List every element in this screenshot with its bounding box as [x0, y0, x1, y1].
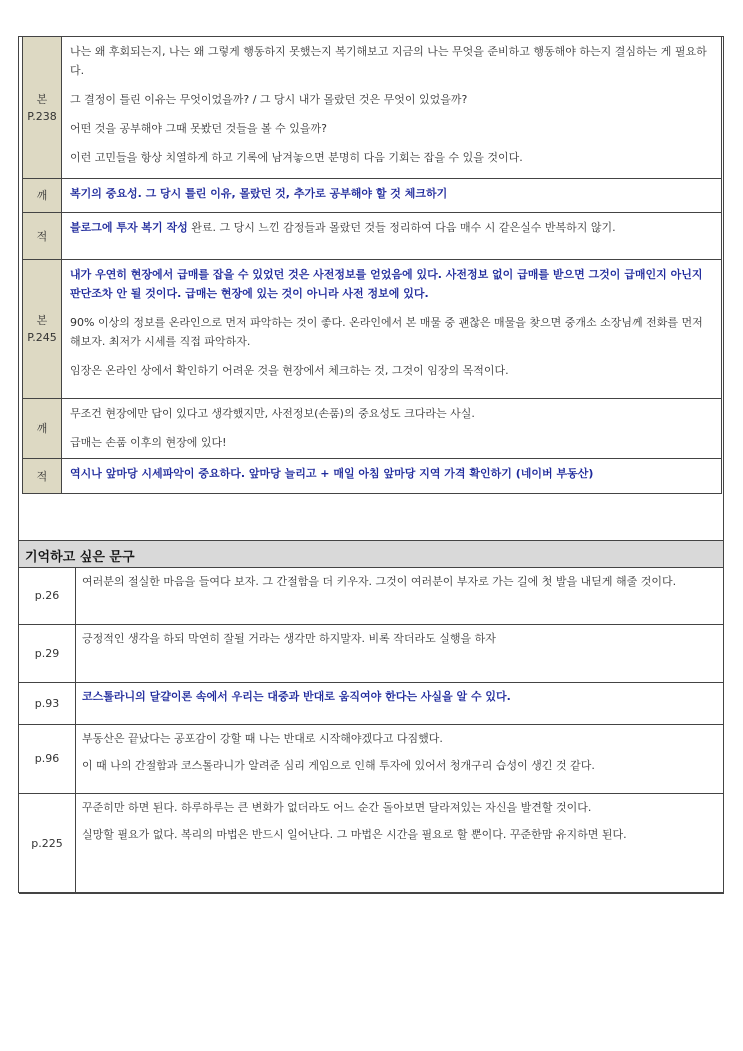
quote-text [76, 624, 725, 682]
paragraph: 꾸준히만 하면 된다. 하루하루는 큰 변화가 없더라도 어느 순간 돌아보면 달라져있는 자신을 발견할 것이다. [82, 800, 592, 814]
row-content [62, 179, 722, 213]
reflection-row [23, 399, 722, 459]
reflection-table [22, 36, 722, 494]
quotes-table [19, 568, 724, 894]
paragraph: 무조건 현장에만 답이 있다고 생각했지만, 사전정보(손품)의 중요성도 크다라는 사실. [70, 407, 475, 420]
row-content [62, 399, 722, 459]
paragraph: 긍정적인 생각을 하되 막연히 잘될 거라는 생각만 하지말자. 비록 작더라도 실행을 하자 [82, 631, 496, 645]
paragraph: 임장은 온라인 상에서 확인하기 어려운 것을 현장에서 체크하는 것, 그것이 임장의 목적이다. [70, 364, 509, 377]
label-text: P.245 [27, 331, 57, 344]
label-text: 적 [36, 469, 48, 483]
quote-row [19, 624, 724, 682]
label-text: 깨 [36, 422, 48, 435]
reflection-row [23, 459, 722, 494]
paragraph: 나는 왜 후회되는지, 나는 왜 그렇게 행동하지 못했는지 복기해보고 지금의 나는 무엇을 준비하고 행동해야 하는지 결심하는 게 필요하다. [70, 45, 707, 77]
quote-text [76, 568, 725, 624]
row-content [62, 213, 722, 260]
paragraph: 부동산은 끝났다는 공포감이 강할 때 나는 반대로 시작해야겠다고 다짐했다. [82, 731, 443, 745]
paragraph: 그 결정이 틀린 이유는 무엇이었을까? / 그 당시 내가 몰랐던 것은 무엇이 있었을까? [70, 93, 468, 106]
quote-row [19, 793, 724, 893]
row-content [62, 260, 722, 399]
paragraph: 복기의 중요성. 그 당시 틀린 이유, 몰랐던 것, 추가로 공부해야 할 것 체크하기 [70, 187, 448, 200]
paragraph: 급매는 손품 이후의 현장에 있다! [70, 436, 227, 449]
row-label [23, 37, 62, 179]
paragraph: 내가 우연히 현장에서 급매를 잡을 수 있었던 것은 사전정보를 얻었음에 있다. 사전정보 없이 급매를 받으면 그것이 급매인지 아닌지 판단조차 안 될 것이다. 급매는 현장에 있는 것이 아니라 사전 정보에 있다. [70, 268, 703, 300]
page-number: p.96 [19, 724, 76, 793]
reflection-row [23, 260, 722, 399]
label-text: 적 [36, 229, 48, 243]
label-text: 본 [36, 92, 48, 106]
page-number: p.26 [19, 568, 76, 624]
quote-row [19, 568, 724, 624]
label-text: 깨 [36, 189, 48, 202]
paragraph: 실망할 필요가 없다. 복리의 마법은 반드시 일어난다. 그 마법은 시간을 필요로 할 뿐이다. 꾸준한맘 유지하면 된다. [82, 827, 627, 841]
quote-text [76, 682, 725, 724]
quotes-section-title: 기억하고 싶은 문구 [19, 540, 723, 568]
row-label [23, 399, 62, 459]
label-text: P.238 [27, 109, 57, 123]
paragraph: 여러분의 절실한 마음을 들여다 보자. 그 간절함을 더 키우자. 그것이 여러분이 부자로 가는 길에 첫 발을 내딛게 해줄 것이다. [82, 575, 677, 588]
page-number: p.93 [19, 682, 76, 724]
quote-row [19, 724, 724, 793]
paragraph: 역시나 앞마당 시세파악이 중요하다. 앞마당 늘리고 + 매일 아침 앞마당 지역 가격 확인하기 (네이버 부동산) [70, 467, 594, 480]
reflection-row [23, 37, 722, 179]
row-content [62, 37, 722, 179]
quote-text [76, 793, 725, 893]
label-text: 본 [36, 314, 48, 327]
reflection-row [23, 213, 722, 260]
quote-text [76, 724, 725, 793]
paragraph: 이 때 나의 간절함과 코스톨라니가 알려준 심리 게임으로 인해 투자에 있어서 청개구리 습성이 생긴 것 같다. [82, 758, 595, 772]
paragraph: 이런 고민들을 항상 치열하게 하고 기록에 남겨놓으면 분명히 다음 기회는 잡을 수 있을 것이다. [70, 151, 523, 164]
row-label [23, 260, 62, 399]
paragraph: 코스톨라니의 달걀이론 속에서 우리는 대중과 반대로 움직여야 한다는 사실을 알 수 있다. [82, 689, 511, 703]
page-number: p.29 [19, 624, 76, 682]
row-content [62, 459, 722, 494]
highlighted-text: 블로그에 투자 복기 작성 [70, 221, 188, 234]
row-label [23, 179, 62, 213]
page-number: p.225 [19, 793, 76, 893]
quote-row [19, 682, 724, 724]
row-label [23, 459, 62, 494]
row-label [23, 213, 62, 260]
reflection-row [23, 179, 722, 213]
paragraph: 어떤 것을 공부해야 그때 못봤던 것들을 볼 수 있을까? [70, 122, 327, 135]
paragraph: 90% 이상의 정보를 온라인으로 먼저 파악하는 것이 좋다. 온라인에서 본 매물 중 괜찮은 매물을 찾으면 중개소 소장님께 전화를 먼저해보자. 최저가 시세를 직접 파악하자. [70, 316, 703, 348]
paragraph: 블로그에 투자 복기 작성 완료. 그 당시 느낀 감정들과 몰랐던 것들 정리하여 다음 매수 시 같은실수 반복하지 않기. [70, 221, 616, 234]
